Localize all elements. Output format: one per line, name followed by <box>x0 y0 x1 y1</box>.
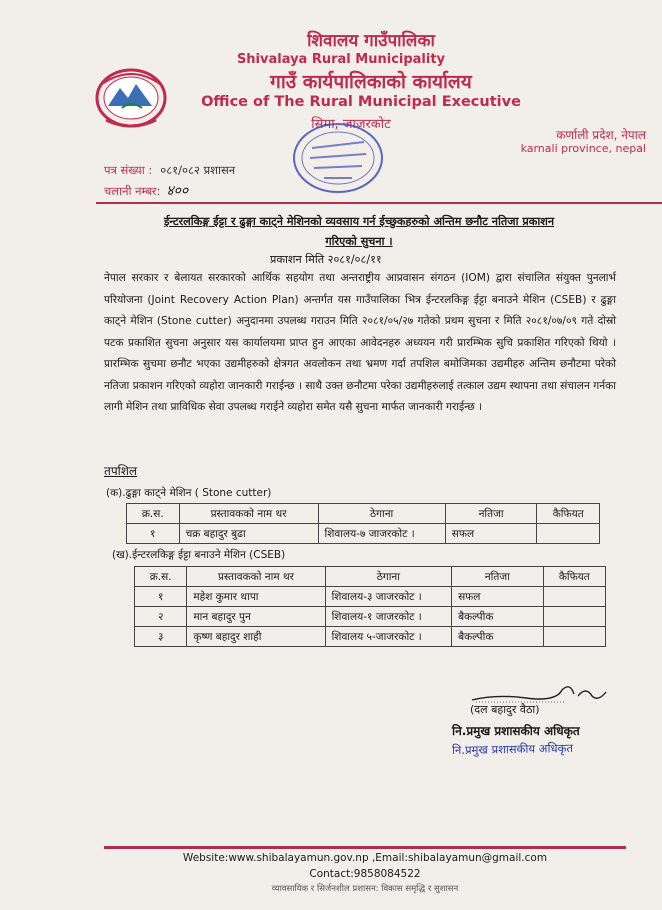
notice-subject <box>104 212 614 252</box>
cell-name: मान बहादुर पुन <box>187 607 325 627</box>
notice-body: नेपाल सरकार र बेलायत सरकारको आर्थिक सहयोग तथा अन्तराष्ट्रीय आप्रवासन संगठन (IOM) द्वारा संचालित संयुक्त पुनलार्भ परियोजना (Joint Recovery Action Plan) अन्तर्गत यस गाउँपालिका भित्र ईन्टरलकिङ्ग ईट्टा बनाउने मेशिन (CSEB) र ढुङ्गा काट्ने मेशिन (Stone cutter) अनुदानमा उपलब्ध गराउन मिति २०८१/०५/२७ गतेको प्रथम सुचना र मिति २०८१/०७/०९ गते दोस्रो पटक प्रकाशित सुचना अनुसार यस कार्यालयमा प्राप्त हुन आएका आवेदनहरु अध्ययन गरी प्रारम्भिक सुचि प्रकाशित गरिएको थियो । प्रारम्भिक सुचमा छनौट भएका उद्यमीहरुको क्षेत्रगत अवलोकन तथा भ्रमण गर्दा तपशिल बमोजिमका उद्यमीहरु अन्तिम छनौटमा परेको नतिजा प्रकाशन गरिएको व्यहोरा जानकारी गराईन्छ । साथै उक्त छनौटमा परेका उद्यमीहरुलाई तत्काल उद्यम स्थापना तथा संचालन गर्नका लागी मेशिन तथा प्राविधिक सेवा उपलब्ध गराईने व्यहोरा समेत यसै सुचना मार्फत जानकारी गराईन्छ । <box>104 272 616 413</box>
signatory-name: (दल बहादुर वैठा) <box>470 703 540 716</box>
municipality-name-np: शिवालय गाउँपालिका <box>307 31 435 51</box>
cell-result: बैकल्पीक <box>452 607 544 627</box>
cell-address: शिवालय ५-जाजरकोट । <box>325 627 452 647</box>
footer-divider <box>104 846 626 849</box>
cell-name: चक्र बहादुर बुढा <box>179 524 318 544</box>
col-remarks: कैफियत <box>543 567 605 587</box>
cell-sn: १ <box>127 524 180 544</box>
cell-name: कृष्ण बहादुर शाही <box>187 627 325 647</box>
letter-number <box>104 163 235 178</box>
table-row <box>135 627 606 647</box>
notice-subject-line1: ईन्टरलकिङ्ग ईट्टा र ढुङ्गा काट्ने मेशिनको व्यवसाय गर्न ईच्छुकहरुको अन्तिम छनौट नतिजा प्रकाशन <box>163 215 555 228</box>
footer-slogan: व्यावसायिक र सिर्जनशील प्रशासन: विकास समृद्धि र सुशासन <box>271 884 459 894</box>
office-name-np: गाउँ कार्यपालिकाको कार्यालय <box>270 71 472 93</box>
dispatch-number-value: ४०० <box>166 183 189 199</box>
stone-cutter-table <box>126 503 600 544</box>
province-en: karnali province, nepal <box>520 142 646 155</box>
letter-number-label: पत्र संख्या : <box>104 163 153 177</box>
col-sn: क्र.स. <box>127 504 180 524</box>
cell-remarks <box>543 627 605 647</box>
municipality-name-en: Shivalaya Rural Municipality <box>236 52 446 67</box>
table-row <box>127 524 600 544</box>
cell-address: शिवालय-३ जाजरकोट । <box>325 587 452 607</box>
cell-sn: ३ <box>135 627 187 647</box>
cseb-table <box>134 566 606 647</box>
cell-remarks <box>543 607 605 627</box>
location-np: सिमा, जाजरकोट <box>311 117 391 132</box>
cell-name: महेश कुमार थापा <box>187 587 325 607</box>
office-stamp <box>290 118 386 198</box>
footer-contact: Contact:9858084522 <box>309 868 421 880</box>
province-np: कर्णाली प्रदेश, नेपाल <box>556 128 646 142</box>
cell-address: शिवालय-१ जाजरकोट । <box>325 607 452 627</box>
dispatch-number <box>104 181 188 200</box>
signatory-stamp: नि.प्रमुख प्रशासकीय अधिकृत <box>451 740 574 758</box>
cell-result: सफल <box>445 524 537 544</box>
publication-date: प्रकाशन मिति २०८१/०८/११ <box>270 253 382 266</box>
cell-result: बैकल्पीक <box>452 627 544 647</box>
col-result: नतिजा <box>452 567 544 587</box>
schedule-title: तपशिल <box>104 464 138 478</box>
table-header-row <box>135 567 606 587</box>
cseb-title: (ख).ईन्टरलकिङ्ग ईट्टा बनाउने मेशिन (CSEB) <box>112 549 286 561</box>
footer-website-email: Website:www.shibalayamun.gov.np ,Email:shibalayamun@gmail.com <box>182 852 548 864</box>
cell-remarks <box>537 524 600 544</box>
col-address: ठेगाना <box>325 567 452 587</box>
office-name-en: Office of The Rural Municipal Executive <box>201 94 521 110</box>
col-sn: क्र.स. <box>135 567 187 587</box>
table-row <box>135 587 606 607</box>
letter-number-value: ०८१/०८२ प्रशासन <box>160 163 236 177</box>
col-name: प्रस्तावकको नाम थर <box>187 567 325 587</box>
col-result: नतिजा <box>445 504 537 524</box>
cell-sn: १ <box>135 587 187 607</box>
cell-sn: २ <box>135 607 187 627</box>
notice-subject-line2: गरिएको सुचना । <box>325 235 393 248</box>
table-row <box>135 607 606 627</box>
col-address: ठेगाना <box>318 504 445 524</box>
header-divider <box>96 202 662 204</box>
stone-cutter-title: (क).ढुङ्गा काट्ने मेशिन ( Stone cutter) <box>106 487 272 499</box>
cell-address: शिवालय-७ जाजरकोट । <box>318 524 445 544</box>
signatory-title: नि.प्रमुख प्रशासकीय अधिकृत <box>452 724 580 738</box>
cell-result: सफल <box>452 587 544 607</box>
table-header-row <box>127 504 600 524</box>
col-name: प्रस्तावकको नाम थर <box>179 504 318 524</box>
dispatch-number-label: चलानी नम्बर: <box>104 184 161 198</box>
cell-remarks <box>543 587 605 607</box>
col-remarks: कैफियत <box>537 504 600 524</box>
